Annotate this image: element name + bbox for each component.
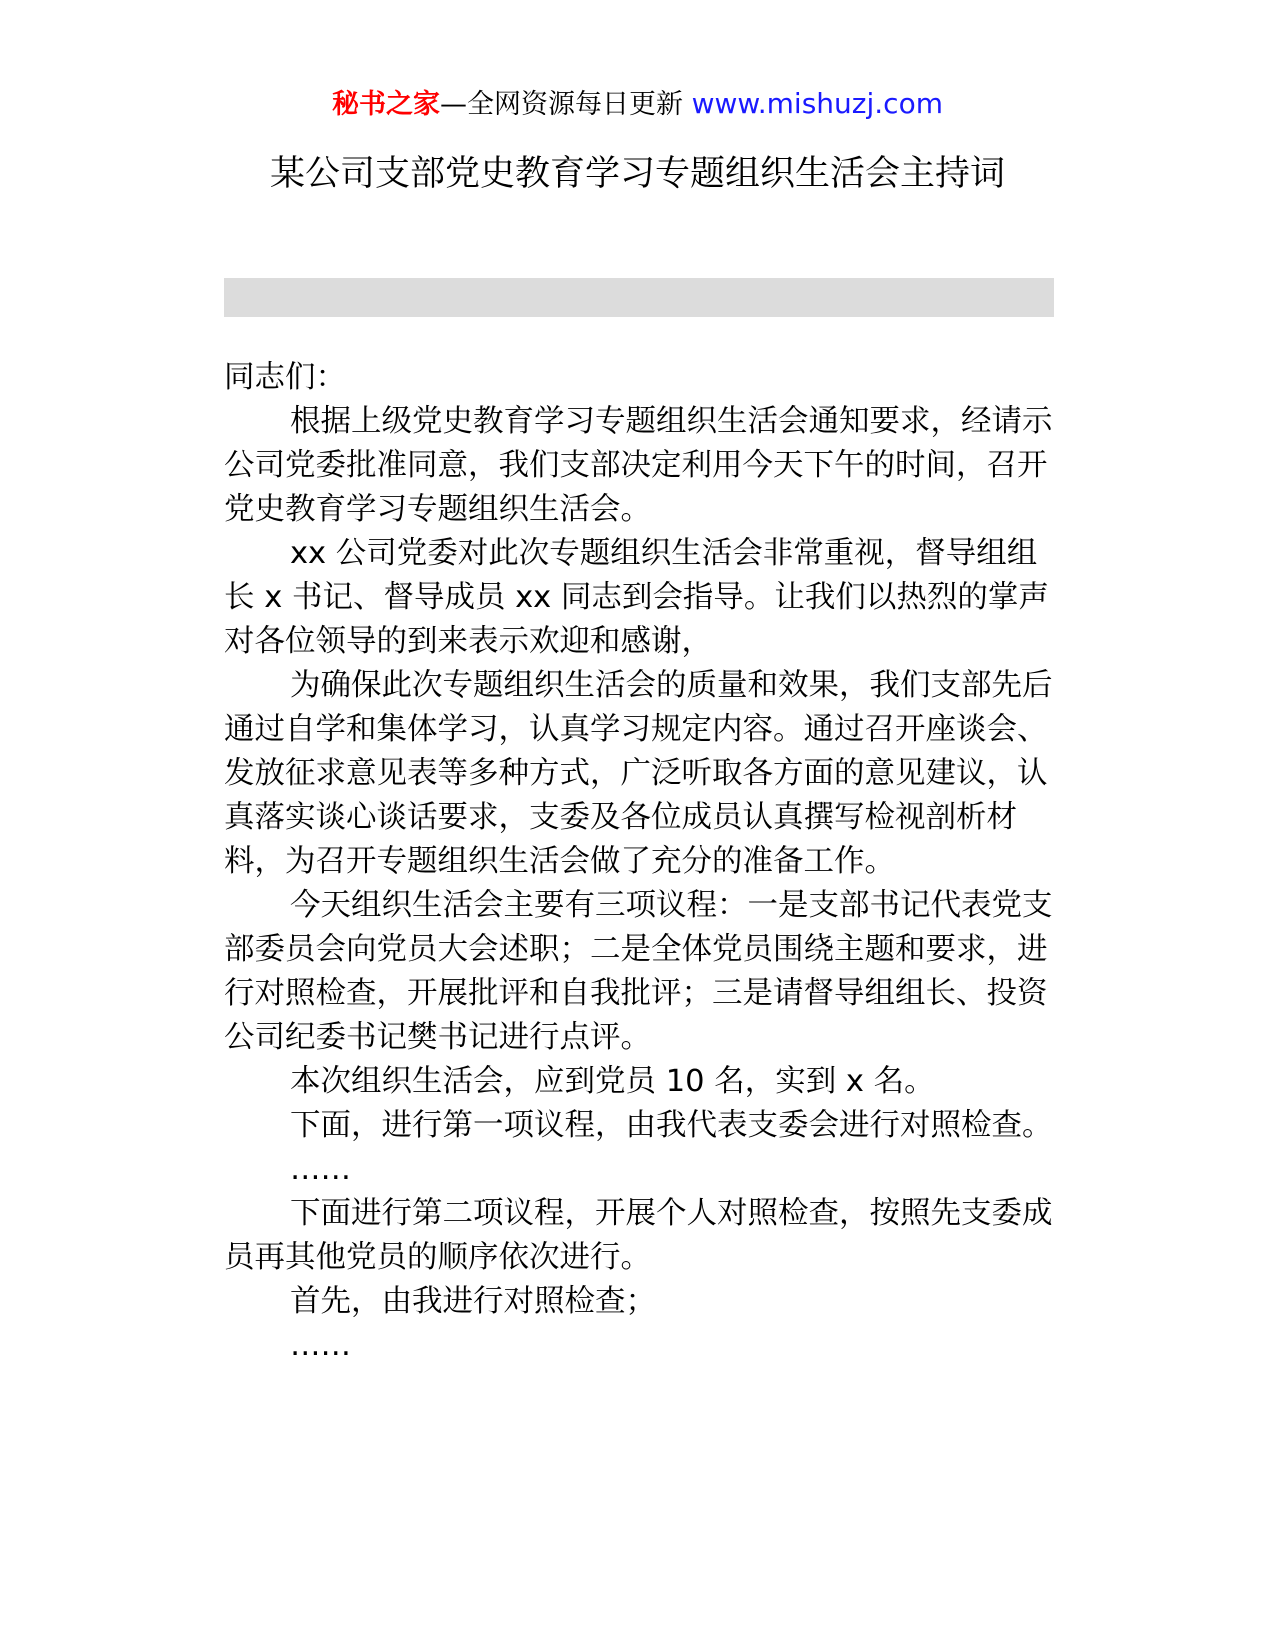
brand-name: 秘书之家 (332, 89, 441, 120)
paragraph-1: 根据上级党史教育学习专题组织生活会通知要求，经请示公司党委批准同意，我们支部决定利用今天下午的时间，召开党史教育学习专题组织生活会。 (224, 404, 1053, 527)
site-banner (0, 84, 1275, 125)
paragraph-8: 首先，由我进行对照检查； (290, 1284, 656, 1319)
paragraph-5: 本次组织生活会，应到党员 10 名，实到 x 名。 (290, 1064, 935, 1099)
gray-divider-bar (224, 278, 1054, 317)
paragraph-3: 为确保此次专题组织生活会的质量和效果，我们支部先后通过自学和集体学习，认真学习规定内容。通过召开座谈会、发放征求意见表等多种方式，广泛听取各方面的意见建议，认真落实谈心谈话要求，支委及各位成员认真撰写检视剖析材料，为召开专题组织生活会做了充分的准备工作。 (224, 668, 1053, 879)
document-body (224, 356, 1054, 1368)
document-title: 某公司支部党史教育学习专题组织生活会主持词 (269, 154, 1005, 194)
ellipsis-2: …… (290, 1328, 351, 1363)
site-url-link[interactable]: www.mishuzj.com (691, 87, 943, 120)
paragraph-2: xx 公司党委对此次专题组织生活会非常重视，督导组组长 x 书记、督导成员 xx 同志到会指导。让我们以热烈的掌声对各位领导的到来表示欢迎和感谢， (224, 536, 1049, 659)
ellipsis-1: …… (290, 1152, 351, 1187)
salutation: 同志们： (224, 360, 346, 395)
site-slogan: —全网资源每日更新 (440, 89, 684, 120)
paragraph-7: 下面进行第二项议程，开展个人对照检查，按照先支委成员再其他党员的顺序依次进行。 (224, 1196, 1053, 1275)
paragraph-6: 下面，进行第一项议程，由我代表支委会进行对照检查。 (290, 1108, 1053, 1143)
paragraph-4: 今天组织生活会主要有三项议程：一是支部书记代表党支部委员会向党员大会述职；二是全体党员围绕主题和要求，进行对照检查，开展批评和自我批评；三是请督导组组长、投资公司纪委书记樊书记进行点评。 (224, 888, 1053, 1055)
